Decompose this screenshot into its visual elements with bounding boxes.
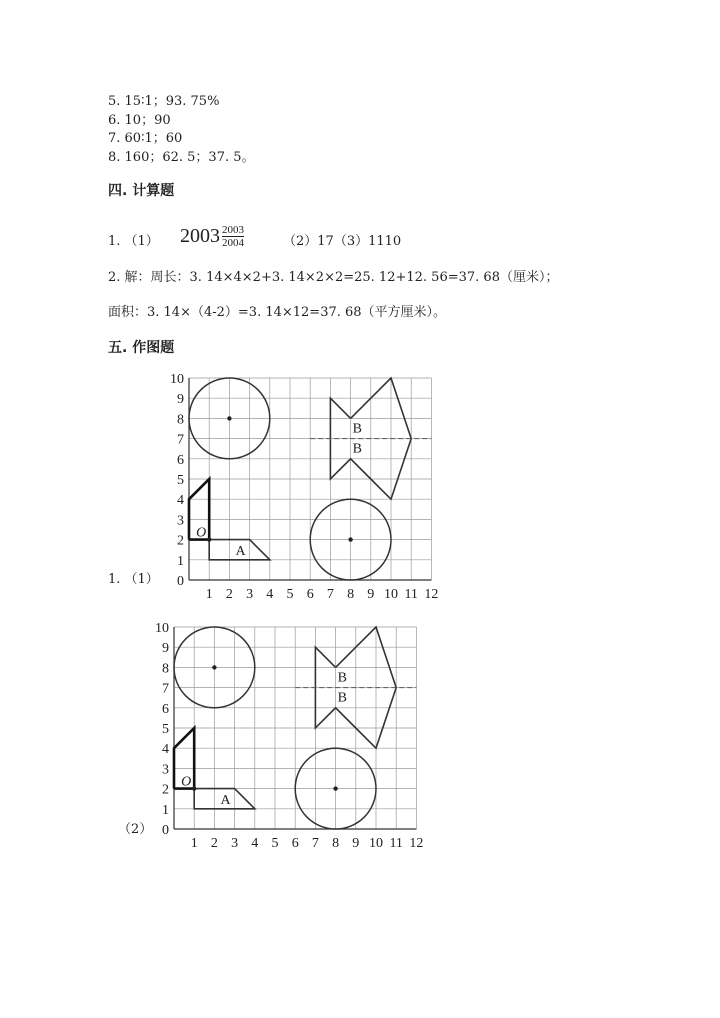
point-o-2	[192, 786, 196, 790]
fraction-denominator: 2004	[222, 237, 244, 249]
label-b-bottom-2: B	[337, 690, 347, 706]
x-tick-label-1: 6	[306, 587, 314, 602]
x-tick-label-2: 8	[332, 836, 340, 851]
x-tick-label-1: 8	[347, 587, 355, 602]
x-tick-label-2: 1	[190, 836, 198, 851]
y-tick-label-1: 4	[177, 493, 184, 509]
x-tick-label-1: 12	[424, 587, 439, 602]
label-o-2: O	[181, 774, 192, 790]
label-b-top-1: B	[352, 421, 362, 437]
q2-area-line: 面积：3. 14×（4-2）=3. 14×12=37. 68（平方厘米）。	[108, 305, 447, 320]
x-tick-label-2: 4	[251, 836, 259, 851]
q1-rest: （2）17（3）1110	[283, 234, 402, 249]
circle-bottom-center-2	[333, 786, 337, 790]
y-tick-label-1: 6	[177, 452, 184, 468]
y-tick-label-2: 7	[162, 681, 169, 697]
circle-top-center-2	[212, 665, 216, 669]
label-a-2: A	[220, 792, 231, 808]
fraction-numerator: 2003	[222, 224, 244, 236]
x-tick-label-2: 6	[291, 836, 299, 851]
circle-top-center-1	[227, 416, 231, 420]
y-tick-label-2: 3	[162, 762, 169, 778]
x-tick-label-1: 10	[384, 587, 398, 602]
x-tick-label-1: 5	[286, 587, 294, 602]
label-b-top-2: B	[337, 670, 347, 686]
y-tick-label-1: 10	[170, 372, 184, 387]
section5-heading: 五. 作图题	[108, 340, 175, 356]
y-tick-label-2: 1	[162, 802, 169, 818]
x-tick-label-2: 11	[389, 836, 403, 851]
y-tick-label-1: 9	[177, 392, 184, 408]
y-tick-label-1: 5	[177, 473, 184, 488]
x-tick-label-2: 12	[409, 836, 424, 851]
label-o-1: O	[196, 525, 207, 541]
label-b-bottom-1: B	[352, 441, 362, 457]
y-tick-label-1: 2	[177, 533, 184, 549]
q1-prefix: 1. （1）	[108, 234, 159, 249]
x-tick-label-2: 7	[311, 836, 319, 851]
x-tick-label-1: 1	[205, 587, 213, 602]
x-tick-label-1: 3	[246, 587, 254, 602]
fraction-whole: 2003	[180, 225, 220, 247]
x-tick-label-1: 9	[367, 587, 375, 602]
x-tick-label-1: 2	[225, 587, 233, 602]
x-tick-label-1: 7	[326, 587, 334, 602]
y-tick-label-1: 3	[177, 513, 184, 529]
x-tick-label-1: 11	[404, 587, 418, 602]
x-tick-label-2: 10	[369, 836, 383, 851]
q2-perimeter-line: 2. 解：周长：3. 14×4×2+3. 14×2×2=25. 12+12. 56=37. 68（厘米）；	[108, 270, 559, 285]
y-tick-label-2: 6	[162, 701, 169, 717]
answer-8: 8. 160；62. 5；37. 5。	[108, 150, 255, 165]
point-o-1	[207, 537, 211, 541]
y-tick-label-2: 2	[162, 782, 169, 798]
y-tick-label-2: 10	[155, 621, 169, 636]
x-tick-label-2: 3	[231, 836, 239, 851]
y-tick-label-2: 0	[162, 823, 169, 838]
y-tick-label-2: 5	[162, 722, 169, 737]
y-tick-label-2: 4	[162, 742, 169, 758]
x-tick-label-2: 2	[210, 836, 218, 851]
figure1-label: 1. （1）	[108, 572, 159, 587]
y-tick-label-1: 7	[177, 432, 184, 448]
label-a-1: A	[235, 543, 246, 559]
y-tick-label-2: 8	[162, 661, 169, 677]
figure2-label: （2）	[118, 822, 153, 837]
section4-heading: 四. 计算题	[108, 183, 175, 199]
circle-bottom-center-1	[348, 537, 352, 541]
y-tick-label-1: 1	[177, 553, 184, 569]
answer-6: 6. 10；90	[108, 113, 171, 128]
y-tick-label-1: 0	[177, 574, 184, 589]
y-tick-label-2: 9	[162, 641, 169, 657]
x-tick-label-2: 9	[352, 836, 360, 851]
answer-5: 5. 15∶1；93. 75%	[108, 94, 220, 109]
answer-7: 7. 60∶1；60	[108, 131, 183, 146]
x-tick-label-2: 5	[271, 836, 279, 851]
y-tick-label-1: 8	[177, 412, 184, 428]
x-tick-label-1: 4	[266, 587, 274, 602]
